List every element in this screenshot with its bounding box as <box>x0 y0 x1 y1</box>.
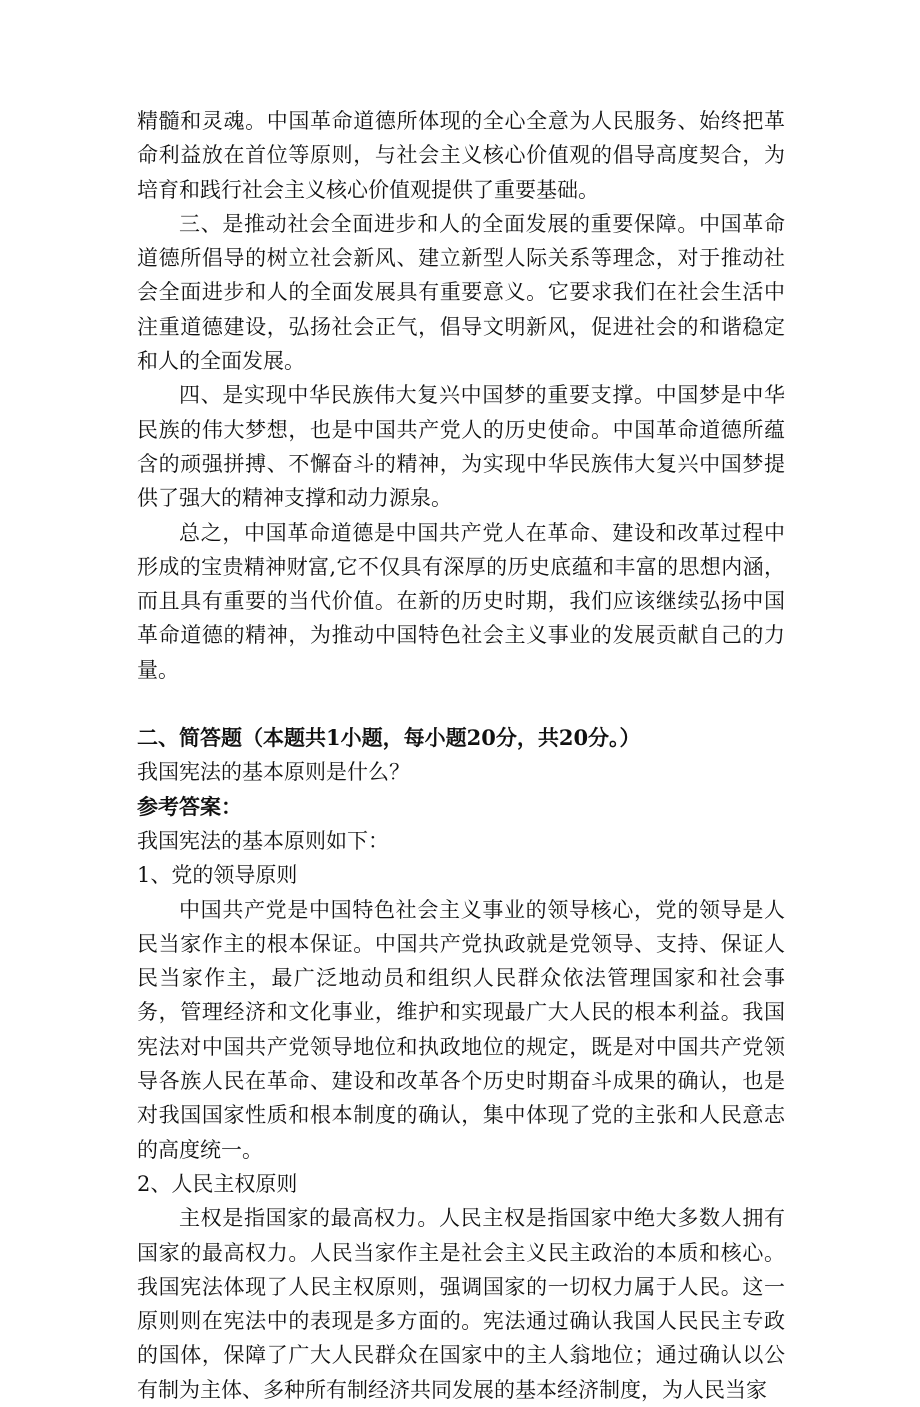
question-text: 我国宪法的基本原则是什么？ <box>137 760 410 785</box>
paragraph-point-four: 四、是实现中华民族伟大复兴中国梦的重要支撑。中国梦是中华民族的伟大梦想，也是中国共产党人的历史使命。中国革命道德所蕴含的顽强拼搏、不懈奋斗的精神，为实现中华民族伟大复兴中国梦提供了强大的精神支撑和动力源泉。 <box>137 383 785 511</box>
section-spacer <box>137 687 785 721</box>
paragraph-continuation: 精髓和灵魂。中国革命道德所体现的全心全意为人民服务、始终把革命利益放在首位等原则，与社会主义核心价值观的倡导高度契合，为培育和践行社会主义核心价值观提供了重要基础。 <box>137 109 785 202</box>
item-title-party-leadership: 1、党的领导原则 <box>137 863 298 888</box>
section-heading: 二、简答题（本题共1小题，每小题20分，共20分。） <box>137 725 641 751</box>
answer-intro: 我国宪法的基本原则如下： <box>137 828 389 853</box>
paragraph-point-three: 三、是推动社会全面进步和人的全面发展的重要保障。中国革命道德所倡导的树立社会新风、建立新型人际关系等理念，对于推动社会全面进步和人的全面发展具有重要意义。它要求我们在社会生活中注重道德建设，弘扬社会正气，倡导文明新风，促进社会的和谐稳定和人的全面发展。 <box>137 211 785 374</box>
paragraph-conclusion: 总之，中国革命道德是中国共产党人在革命、建设和改革过程中形成的宝贵精神财富,它不仅具有深厚的历史底蕴和丰富的思想内涵，而且具有重要的当代价值。在新的历史时期，我们应该继续弘扬中国革命道德的精神，为推动中国特色社会主义事业的发展贡献自己的力量。 <box>137 520 785 682</box>
item-title-popular-sovereignty: 2、人民主权原则 <box>137 1171 298 1196</box>
item-body-party-leadership: 中国共产党是中国特色社会主义事业的领导核心，党的领导是人民当家作主的根本保证。中国共产党执政就是党领导、支持、保证人民当家作主，最广泛地动员和组织人民群众依法管理国家和社会事务，管理经济和文化事业，维护和实现最广大人民的根本利益。我国宪法对中国共产党领导地位和执政地位的规定，既是对中国共产党领导各族人民在革命、建设和改革各个历史时期奋斗成果的确认，也是对我国国家性质和根本制度的确认，集中体现了党的主张和人民意志的高度统一。 <box>137 897 785 1162</box>
document-page <box>137 104 785 1407</box>
item-body-popular-sovereignty: 主权是指国家的最高权力。人民主权是指国家中绝大多数人拥有国家的最高权力。人民当家作主是社会主义民主政治的本质和核心。我国宪法体现了人民主权原则，强调国家的一切权力属于人民。这一原则则在宪法中的表现是多方面的。宪法通过确认我国人民民主专政的国体，保障了广大人民群众在国家中的主人翁地位；通过确认以公有制为主体、多种所有制经济共同发展的基本经济制度，为人民当家 <box>137 1206 785 1402</box>
answer-label: 参考答案： <box>137 793 242 819</box>
